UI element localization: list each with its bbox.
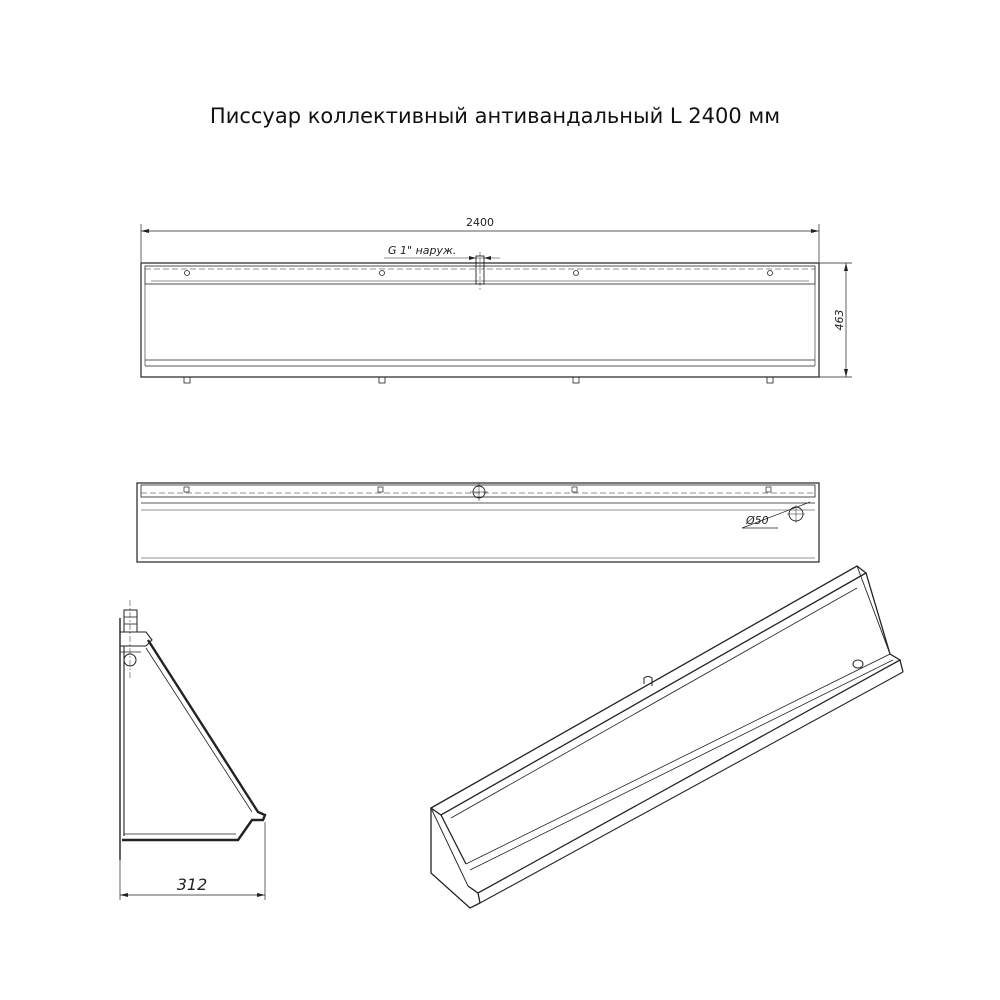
iso-drain-icon	[853, 660, 863, 668]
depth-dimension-label: 312	[176, 875, 208, 894]
thread-label: G 1" наруж.	[388, 244, 457, 257]
isometric-view	[431, 566, 903, 908]
side-view	[120, 600, 265, 900]
top-view	[137, 483, 819, 562]
drawing-title: Писсуар коллективный антивандальный L 2400 мм	[209, 104, 781, 128]
length-dimension-label: 2400	[466, 216, 494, 229]
front-view	[141, 216, 852, 383]
drain-label: Ø50	[746, 514, 769, 527]
height-dimension-label: 463	[833, 309, 846, 331]
